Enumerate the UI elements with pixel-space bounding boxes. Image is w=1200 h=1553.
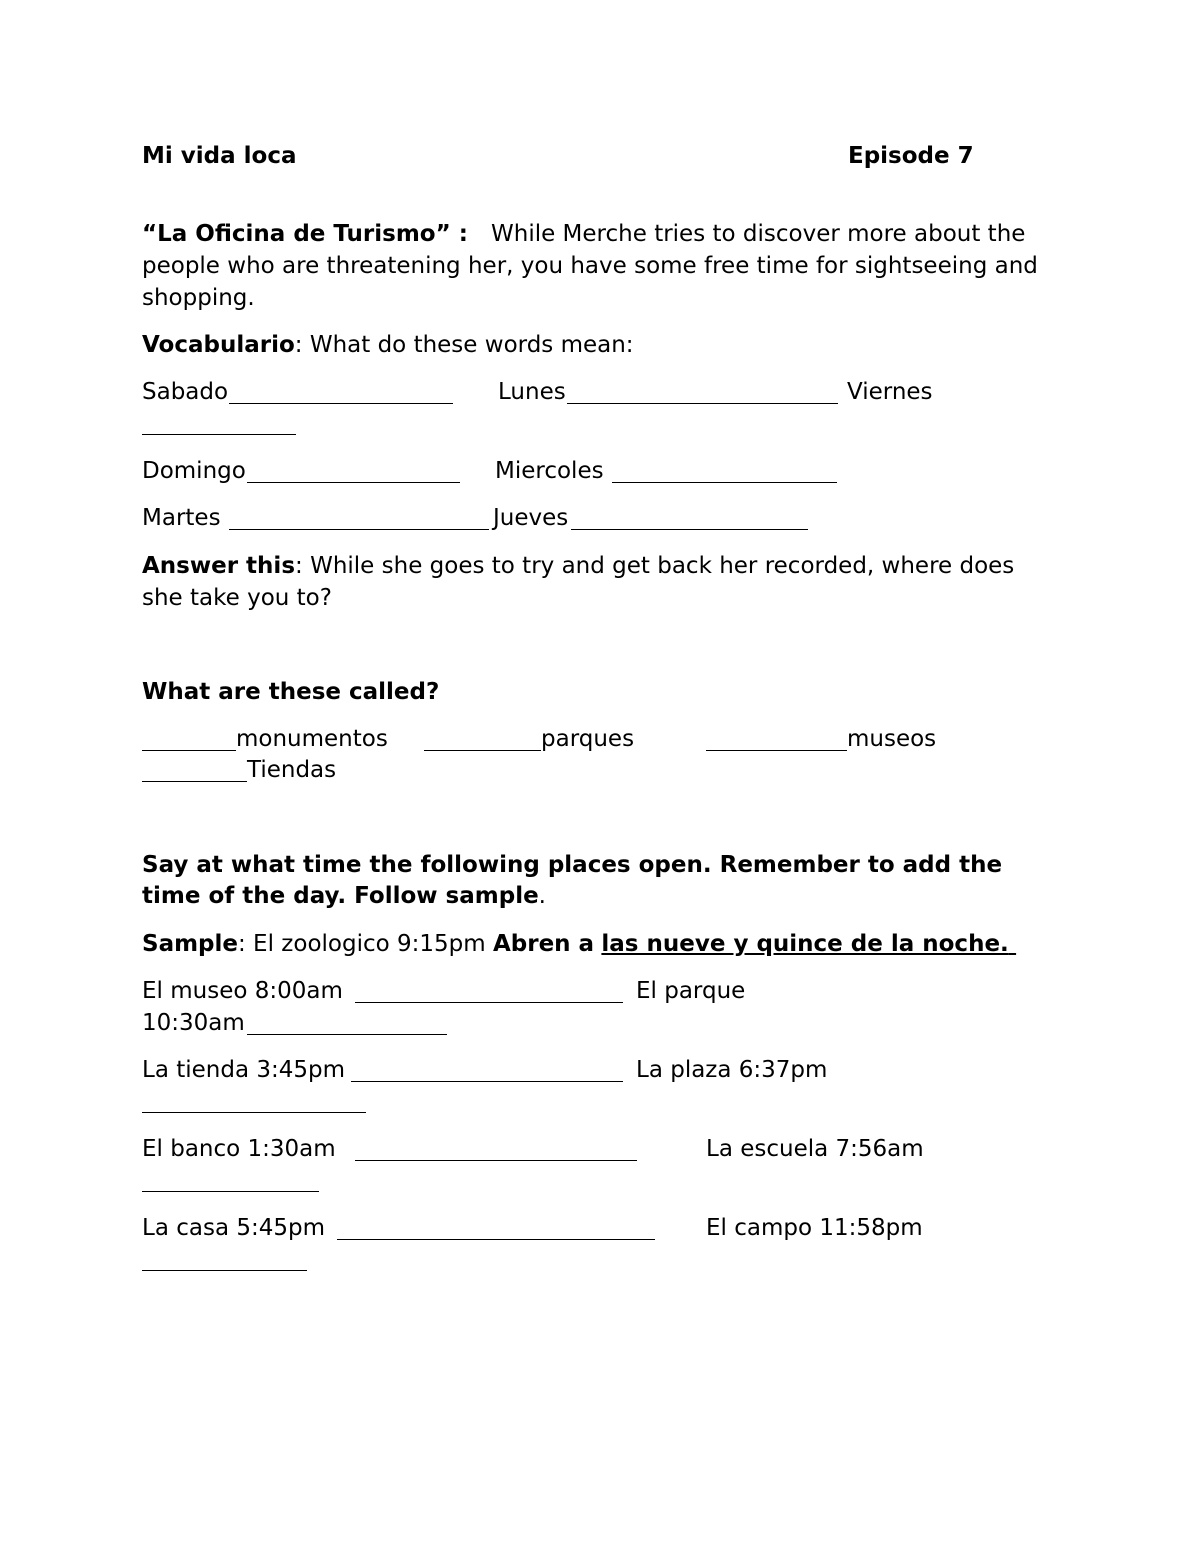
called-heading: What are these called? — [142, 679, 440, 705]
intro-heading: “La Oficina de Turismo” : — [142, 221, 468, 247]
called-blank-museos[interactable] — [706, 750, 847, 751]
answer-prompt — [142, 555, 1014, 578]
time-blank-campo[interactable] — [142, 1270, 307, 1271]
answer-label: Answer this — [142, 553, 296, 579]
place-parque-time: 10:30am — [142, 1010, 245, 1036]
vocab-word-martes: Martes — [142, 505, 221, 531]
answer-line-2: she take you to? — [142, 585, 332, 611]
vocab-word-jueves: Jueves — [493, 505, 569, 531]
called-blank-monumentos[interactable] — [142, 750, 236, 751]
times-heading-line-2-text: time of the day. Follow sample — [142, 883, 539, 909]
document-title: Mi vida loca — [142, 143, 297, 169]
vocab-word-lunes: Lunes — [498, 379, 566, 405]
intro-line-3: shopping. — [142, 285, 255, 311]
times-heading-period: . — [538, 883, 546, 909]
sample-answer-trailing — [1009, 931, 1016, 957]
vocab-word-sabado: Sabado — [142, 379, 229, 405]
times-heading-line-2 — [142, 885, 546, 908]
intro-line-2: people who are threatening her, you have some free time for sightseeing and — [142, 253, 1038, 279]
vocab-label: Vocabulario — [142, 332, 295, 358]
time-blank-plaza[interactable] — [142, 1112, 366, 1113]
place-banco: El banco 1:30am — [142, 1136, 336, 1162]
vocab-blank-martes[interactable] — [229, 529, 489, 530]
called-blank-parques[interactable] — [424, 750, 541, 751]
called-item-monumentos: monumentos — [236, 726, 388, 752]
answer-line-1: : While she goes to try and get back her recorded, where does — [295, 553, 1015, 579]
place-escuela: La escuela 7:56am — [706, 1136, 924, 1162]
time-blank-museo[interactable] — [355, 1002, 623, 1003]
vocab-word-viernes: Viernes — [847, 379, 933, 405]
sample-line — [142, 933, 1016, 956]
time-blank-escuela[interactable] — [142, 1191, 319, 1192]
vocab-prompt — [142, 334, 634, 357]
vocab-blank-sabado[interactable] — [229, 403, 453, 404]
called-item-museos: museos — [847, 726, 937, 752]
place-tienda: La tienda 3:45pm — [142, 1057, 346, 1083]
vocab-word-miercoles: Miercoles — [495, 458, 604, 484]
times-heading-line-1: Say at what time the following places open. Remember to add the — [142, 852, 1003, 878]
place-plaza: La plaza 6:37pm — [636, 1057, 828, 1083]
intro-line-1: While Merche tries to discover more about the — [491, 221, 1026, 247]
place-museo: El museo 8:00am — [142, 978, 343, 1004]
called-item-parques: parques — [541, 726, 635, 752]
called-blank-tiendas[interactable] — [142, 781, 247, 782]
vocab-blank-viernes[interactable] — [142, 434, 296, 435]
time-blank-parque[interactable] — [247, 1034, 447, 1035]
vocab-blank-jueves[interactable] — [571, 529, 808, 530]
sample-label: Sample — [142, 931, 238, 957]
sample-text: : El zoologico 9:15pm — [238, 931, 486, 957]
vocab-blank-domingo[interactable] — [247, 482, 460, 483]
vocab-word-domingo: Domingo — [142, 458, 246, 484]
episode-label: Episode 7 — [848, 143, 974, 169]
place-casa: La casa 5:45pm — [142, 1215, 326, 1241]
vocab-prompt-text: : What do these words mean: — [294, 332, 634, 358]
vocab-blank-lunes[interactable] — [567, 403, 838, 404]
vocab-blank-miercoles[interactable] — [612, 482, 837, 483]
time-blank-tienda[interactable] — [351, 1081, 623, 1082]
called-item-tiendas: Tiendas — [247, 757, 337, 783]
sample-answer: las nueve y quince de la noche. — [601, 931, 1009, 957]
place-campo: El campo 11:58pm — [706, 1215, 923, 1241]
time-blank-casa[interactable] — [337, 1239, 655, 1240]
place-parque: El parque — [636, 978, 746, 1004]
time-blank-banco[interactable] — [355, 1160, 637, 1161]
sample-abren: Abren a — [492, 931, 595, 957]
